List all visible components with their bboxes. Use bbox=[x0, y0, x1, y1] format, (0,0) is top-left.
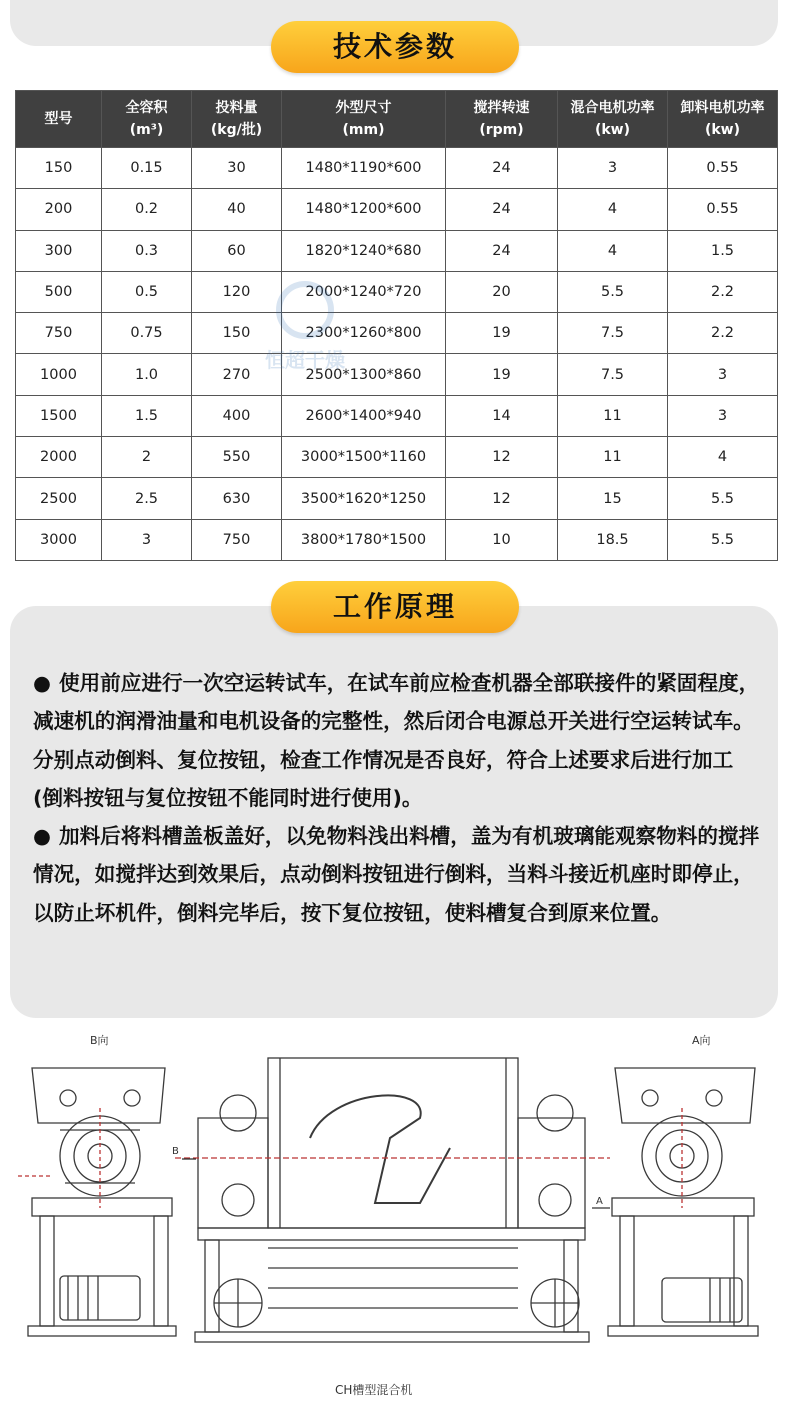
table-cell: 12 bbox=[446, 478, 558, 519]
table-cell: 3500*1620*1250 bbox=[282, 478, 446, 519]
table-cell: 3800*1780*1500 bbox=[282, 519, 446, 560]
table-row bbox=[16, 437, 778, 478]
table-cell: 550 bbox=[192, 437, 282, 478]
watermark: 恒超干燥 bbox=[250, 280, 360, 380]
column-header: 投料量 (kg/批) bbox=[192, 91, 282, 148]
table-cell: 400 bbox=[192, 395, 282, 436]
table-cell: 300 bbox=[16, 230, 102, 271]
column-header: 型号 bbox=[16, 91, 102, 148]
table-cell: 18.5 bbox=[558, 519, 668, 560]
table-cell: 750 bbox=[192, 519, 282, 560]
table-cell: 12 bbox=[446, 437, 558, 478]
table-cell: 7.5 bbox=[558, 354, 668, 395]
table-cell: 0.2 bbox=[102, 189, 192, 230]
table-cell: 2000*1240*720 bbox=[282, 271, 446, 312]
table-cell: 2500 bbox=[16, 478, 102, 519]
table-cell: 270 bbox=[192, 354, 282, 395]
mixer-technical-drawing bbox=[10, 1028, 780, 1406]
table-row bbox=[16, 148, 778, 189]
table-row bbox=[16, 313, 778, 354]
table-cell: 2.2 bbox=[668, 313, 778, 354]
table-cell: 5.5 bbox=[668, 478, 778, 519]
column-header: 混合电机功率 (kw) bbox=[558, 91, 668, 148]
table-cell: 24 bbox=[446, 230, 558, 271]
table-cell: 1.0 bbox=[102, 354, 192, 395]
table-cell: 24 bbox=[446, 189, 558, 230]
table-cell: 7.5 bbox=[558, 313, 668, 354]
column-header: 卸料电机功率 (kw) bbox=[668, 91, 778, 148]
table-cell: 1820*1240*680 bbox=[282, 230, 446, 271]
table-cell: 0.75 bbox=[102, 313, 192, 354]
principle-section-title: 工作原理 bbox=[271, 581, 519, 633]
table-cell: 0.15 bbox=[102, 148, 192, 189]
table-cell: 750 bbox=[16, 313, 102, 354]
column-header: 外型尺寸 (mm) bbox=[282, 91, 446, 148]
table-cell: 2600*1400*940 bbox=[282, 395, 446, 436]
side-view-b bbox=[18, 1068, 176, 1336]
view-a-label: A向 bbox=[692, 1034, 711, 1047]
table-cell: 0.3 bbox=[102, 230, 192, 271]
table-row bbox=[16, 230, 778, 271]
table-cell: 4 bbox=[558, 230, 668, 271]
table-cell: 3 bbox=[668, 354, 778, 395]
table-cell: 3000 bbox=[16, 519, 102, 560]
table-row bbox=[16, 271, 778, 312]
table-cell: 19 bbox=[446, 354, 558, 395]
table-cell: 14 bbox=[446, 395, 558, 436]
table-cell: 1480*1200*600 bbox=[282, 189, 446, 230]
table-cell: 4 bbox=[558, 189, 668, 230]
table-cell: 2.5 bbox=[102, 478, 192, 519]
principle-text bbox=[33, 664, 763, 932]
drawing-caption: CH槽型混合机 bbox=[335, 1383, 413, 1397]
table-cell: 2500*1300*860 bbox=[282, 354, 446, 395]
table-cell: 1500 bbox=[16, 395, 102, 436]
table-row bbox=[16, 189, 778, 230]
principle-paragraph: ● 使用前应进行一次空运转试车，在试车前应检查机器全部联接件的紧固程度，减速机的润滑油量和电机设备的完整性，然后闭合电源总开关进行空运转试车。分别点动倒料、复位按钮，检查工作情况是否良好，符合上述要求后进行加工(倒料按钮与复位按钮不能同时进行使用)。 bbox=[33, 671, 760, 810]
table-cell: 2 bbox=[102, 437, 192, 478]
table-cell: 1.5 bbox=[102, 395, 192, 436]
table-cell: 0.5 bbox=[102, 271, 192, 312]
table-cell: 120 bbox=[192, 271, 282, 312]
arrow-b-label: B bbox=[172, 1146, 179, 1157]
bullet-icon: ● bbox=[33, 824, 51, 849]
table-cell: 150 bbox=[16, 148, 102, 189]
table-cell: 3 bbox=[102, 519, 192, 560]
table-cell: 3000*1500*1160 bbox=[282, 437, 446, 478]
column-header: 全容积 (m³) bbox=[102, 91, 192, 148]
table-cell: 1000 bbox=[16, 354, 102, 395]
table-cell: 19 bbox=[446, 313, 558, 354]
specs-section-title: 技术参数 bbox=[271, 21, 519, 73]
table-cell: 10 bbox=[446, 519, 558, 560]
table-row bbox=[16, 519, 778, 560]
table-cell: 24 bbox=[446, 148, 558, 189]
table-cell: 30 bbox=[192, 148, 282, 189]
bullet-icon: ● bbox=[33, 671, 51, 695]
table-cell: 3 bbox=[558, 148, 668, 189]
table-cell: 2.2 bbox=[668, 271, 778, 312]
table-cell: 4 bbox=[668, 437, 778, 478]
table-cell: 0.55 bbox=[668, 148, 778, 189]
table-cell: 5.5 bbox=[668, 519, 778, 560]
table-header-row bbox=[16, 91, 778, 148]
table-cell: 3 bbox=[668, 395, 778, 436]
table-cell: 40 bbox=[192, 189, 282, 230]
table-cell: 5.5 bbox=[558, 271, 668, 312]
arrow-a-label: A bbox=[596, 1196, 603, 1207]
table-cell: 0.55 bbox=[668, 189, 778, 230]
table-cell: 15 bbox=[558, 478, 668, 519]
spec-table bbox=[15, 90, 778, 561]
table-cell: 11 bbox=[558, 437, 668, 478]
table-cell: 630 bbox=[192, 478, 282, 519]
table-row bbox=[16, 395, 778, 436]
principle-paragraph: ● 加料后将料槽盖板盖好，以免物料浅出料槽，盖为有机玻璃能观察物料的搅拌情况，如搅拌达到效果后，点动倒料按钮进行倒料，当料斗接近机座时即停止，以防止坏机件，倒料完毕后，按下复位按钮，使料槽复合到原来位置。 bbox=[33, 824, 760, 925]
front-view bbox=[172, 1058, 610, 1342]
table-cell: 20 bbox=[446, 271, 558, 312]
view-b-label: B向 bbox=[90, 1034, 109, 1047]
table-cell: 11 bbox=[558, 395, 668, 436]
side-view-a bbox=[592, 1068, 758, 1336]
table-cell: 500 bbox=[16, 271, 102, 312]
table-cell: 150 bbox=[192, 313, 282, 354]
column-header: 搅拌转速 (rpm) bbox=[446, 91, 558, 148]
table-cell: 60 bbox=[192, 230, 282, 271]
table-cell: 1.5 bbox=[668, 230, 778, 271]
table-cell: 2000 bbox=[16, 437, 102, 478]
table-cell: 1480*1190*600 bbox=[282, 148, 446, 189]
table-row bbox=[16, 478, 778, 519]
table-cell: 200 bbox=[16, 189, 102, 230]
table-cell: 2300*1260*800 bbox=[282, 313, 446, 354]
table-row bbox=[16, 354, 778, 395]
